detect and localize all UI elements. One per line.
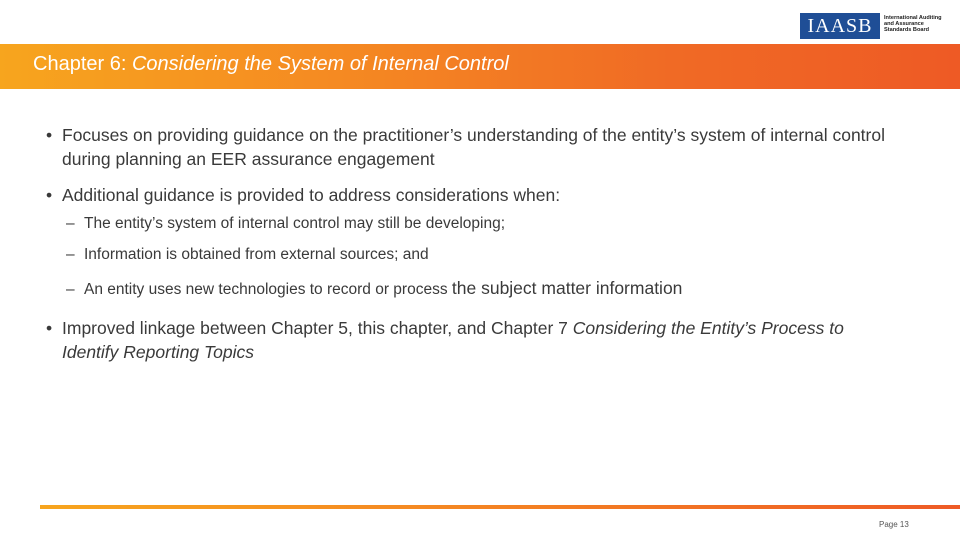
bullet-icon: • [46, 125, 53, 145]
title-prefix: Chapter 6: [33, 53, 132, 75]
dash-icon: – [66, 246, 75, 263]
logo-caption [884, 15, 956, 34]
sub-bullet-item [66, 214, 886, 234]
bullet-text-plain: Improved linkage between Chapter 5, this chapter, and Chapter 7 [62, 318, 573, 338]
iaasb-logo [800, 13, 880, 39]
bullet-item [46, 316, 886, 364]
bullet-text [62, 316, 886, 364]
dash-icon: – [66, 215, 75, 232]
dash-icon: – [66, 281, 75, 298]
sub-bullet-text-large: the subject matter information [451, 278, 683, 298]
bullet-text-italic: Considering the Entity’s Process to Identify Reporting Topics [62, 318, 844, 362]
sub-bullet-item [66, 278, 886, 300]
sub-bullet-item [66, 245, 886, 265]
bullet-icon: • [46, 318, 53, 338]
bullet-item [46, 183, 886, 207]
logo-line-2: and Assurance [884, 21, 924, 28]
bullet-text: Additional guidance is provided to address considerations when: [62, 185, 561, 205]
bullet-text: Focuses on providing guidance on the practitioner’s understanding of the entity’s system of internal control during planning an EER assurance engagement [62, 125, 885, 169]
logo-mark: IAASB [807, 14, 873, 37]
title-italic: Considering the System of Internal Control [131, 53, 509, 75]
sub-bullet-text: Information is obtained from external sources; and [84, 246, 429, 263]
logo-line-1: International Auditing [884, 15, 942, 21]
page-number: Page 13 [879, 520, 909, 529]
sub-bullet-text: An entity uses new technologies to record or process [84, 281, 452, 298]
footer-rule [40, 505, 960, 509]
slide-title [33, 53, 509, 76]
sub-bullet-text: The entity’s system of internal control may still be developing; [84, 215, 505, 232]
bullet-icon: • [46, 185, 53, 205]
bullet-item [46, 123, 886, 171]
logo-line-3: Standards Board [884, 27, 930, 34]
